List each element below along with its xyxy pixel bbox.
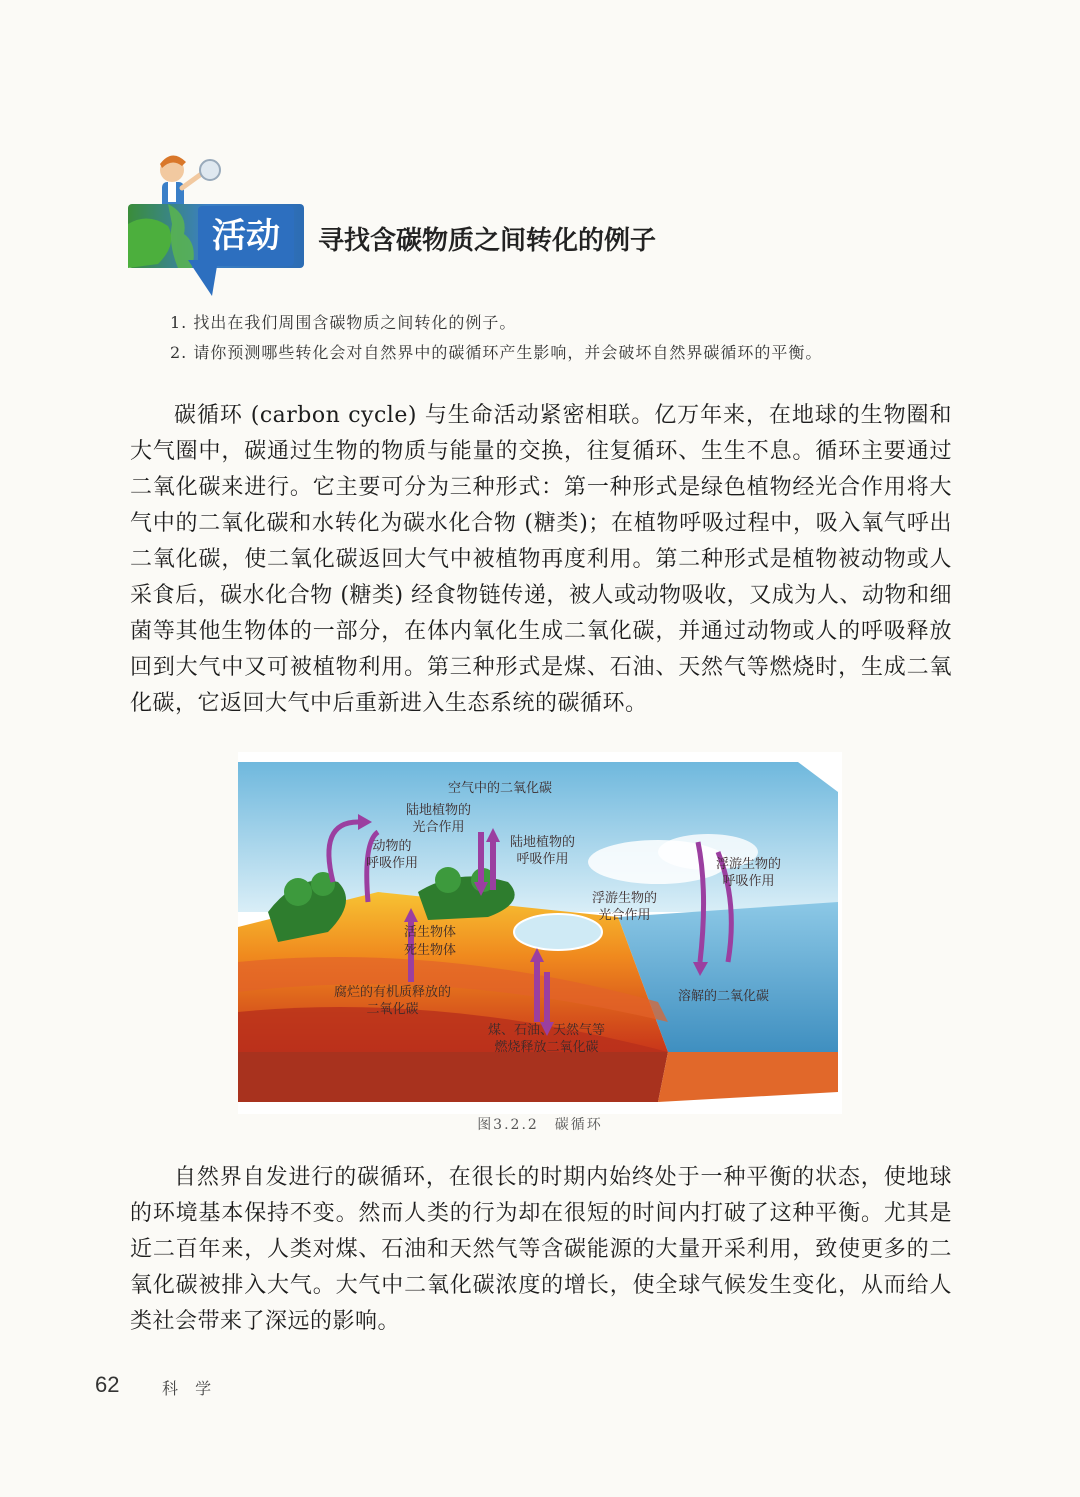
page-number: 62: [95, 1372, 120, 1397]
activity-header: [128, 150, 828, 290]
figure-caption: 图3.2.2 碳循环: [477, 1117, 603, 1133]
activity-task-list: [170, 308, 822, 368]
body-paragraph: 自然界自发进行的碳循环，在很长的时期内始终处于一种平衡的状态，使地球的环境基本保持不变。然而人类的行为却在很短的时间内打破了这种平衡。尤其是近二百年来，人类对煤、石油和天然气等含碳能源的大量开采利用，致使更多的二氧化碳被排入大气。大气中二氧化碳浓度的增长，使全球气候发生变化，从而给人类社会带来了深远的影响。: [130, 1165, 952, 1334]
body-paragraph: 碳循环 (carbon cycle) 与生命活动紧密相联。亿万年来，在地球的生物圈和大气圈中，碳通过生物的物质与能量的交换，往复循环、生生不息。循环主要通过二氧化碳来进行。它主要可分为三种形式：第一种形式是绿色植物经光合作用将大气中的二氧化碳和水转化为碳水化合物 (糖类)；在植物呼吸过程中，吸入氧气呼出二氧化碳，使二氧化碳返回大气中被植物再度利用。第二种形式是植物被动物或人采食后，碳水化合物 (糖类) 经食物链传递，被人或动物吸收，又成为人、动物和细菌等其他生物体的一部分，在体内氧化生成二氧化碳，并通过动物或人的呼吸释放回到大气中又可被植物利用。第三种形式是煤、石油、天然气等燃烧时，生成二氧化碳，它返回大气中后重新进入生态系统的碳循环。: [130, 403, 952, 716]
label-dissolved-co2: 溶解的二氧化碳: [678, 989, 770, 1004]
label-decay-release: 腐烂的有机质释放的 二氧化碳: [334, 985, 452, 1017]
label-plankton-photosynthesis: 浮游生物的 光合作用: [592, 891, 658, 923]
carbon-cycle-illustration: [238, 752, 842, 1114]
label-land-photosynthesis: 陆地植物的 光合作用: [406, 803, 472, 835]
label-animal-respiration: 动物的 呼吸作用: [366, 839, 419, 871]
label-air-co2: 空气中的二氧化碳: [448, 781, 553, 796]
label-plankton-respiration: 浮游生物的 呼吸作用: [716, 857, 782, 889]
activity-title: 寻找含碳物质之间转化的例子: [318, 226, 657, 256]
label-living-organisms: 活生物体: [404, 925, 457, 940]
speech-tail-icon: [188, 260, 218, 296]
task-item: 2. 请你预测哪些转化会对自然界中的碳循环产生影响，并会破坏自然界碳循环的平衡。: [170, 343, 823, 362]
subject-label: 科 学: [162, 1379, 218, 1398]
activity-badge: 活动: [198, 206, 294, 266]
carbon-cycle-diagram: [238, 752, 842, 1114]
task-item: 1. 找出在我们周围含碳物质之间转化的例子。: [170, 313, 517, 332]
label-dead-organisms: 死生物体: [404, 943, 457, 958]
label-fossil-fuel: 煤、石油、天然气等 燃烧释放二氧化碳: [488, 1023, 606, 1055]
label-land-respiration: 陆地植物的 呼吸作用: [510, 835, 576, 867]
